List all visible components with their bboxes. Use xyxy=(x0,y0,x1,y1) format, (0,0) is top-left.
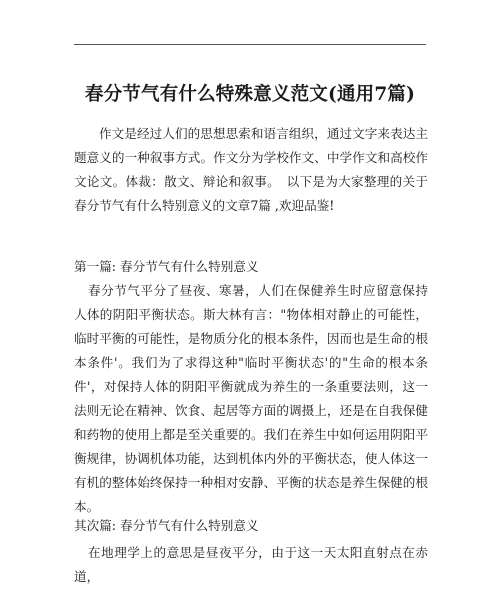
section-heading-1: 第一篇: 春分节气有什么特别意义 xyxy=(74,259,259,274)
top-divider xyxy=(74,44,426,45)
section-body-2: 在地理学上的意思是昼夜平分，由于这一天太阳直射点在赤道， xyxy=(74,545,428,584)
document-title: 春分节气有什么特殊意义范文(通用7篇) xyxy=(84,84,416,105)
intro-paragraph: 作文是经过人们的思想思索和语言组织，通过文字来表达主题意义的一种叙事方式。作文分为学校作文、中学作文和高校作文论文。体裁：散文、辩论和叙事。 以下是为大家整理的关于春分节气有什么特别意义的文章7篇 ,欢迎品鉴! xyxy=(74,126,428,213)
section-body-1: 春分节气平分了昼夜、寒暑，人们在保健养生时应留意保持人体的阴阳平衡状态。斯大林有言："物体相对静止的可能性，临时平衡的可能性，是物质分化的根本条件，因而也是生命的根本条件'。我们为了求得这种"临时平衡状态'的"生命的根本条件'，对保持人体的阴阳平衡就成为养生的一条重要法则，这一法则无论在精神、饮食、起居等方面的调摄上，还是在自我保健和药物的使用上都是至关重要的。我们在养生中如何运用阴阳平衡规律，协调机体功能，达到机体内外的平衡状态，使人体这一有机的整体始终保持一种相对安静、平衡的状态是养生保健的根本。 xyxy=(74,283,428,514)
section-heading-2: 其次篇: 春分节气有什么特别意义 xyxy=(74,518,259,533)
